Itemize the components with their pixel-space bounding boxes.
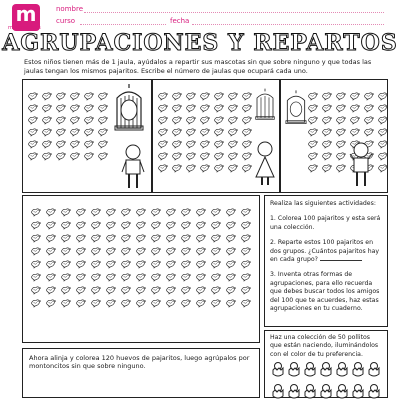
egg-chick-icon <box>319 361 333 381</box>
bird-icon <box>30 241 41 251</box>
bird-icon <box>120 293 131 303</box>
bird-icon <box>105 254 116 264</box>
bird-icon <box>45 228 56 238</box>
bird-icon <box>105 293 116 303</box>
bird-icon <box>321 158 332 168</box>
bird-icon <box>180 254 191 264</box>
bird-icon <box>75 267 86 277</box>
bird-icon <box>157 146 168 156</box>
boy-icon <box>121 144 145 190</box>
bird-icon <box>349 98 360 108</box>
bird-icon <box>45 241 56 251</box>
bird-icon <box>210 254 221 264</box>
bird-icon <box>90 254 101 264</box>
bird-icon <box>210 215 221 225</box>
bird-icon <box>241 146 252 156</box>
bird-icon <box>227 98 238 108</box>
bird-icon <box>27 146 38 156</box>
bird-icon <box>165 202 176 212</box>
bird-icon <box>171 146 182 156</box>
activity-item-2: 2. Reparte estos 100 pajaritos en dos grupos. ¿Cuántos pajaritos hay en cada grupo? <box>270 239 380 264</box>
bird-icon <box>335 98 346 108</box>
bird-icon <box>225 215 236 225</box>
bird-icon <box>377 98 388 108</box>
activities-heading: Realiza las siguientes actividades: <box>270 200 376 207</box>
bird-icon <box>321 122 332 132</box>
bird-icon <box>135 280 146 290</box>
bird-icon <box>105 202 116 212</box>
bird-icon <box>45 215 56 225</box>
curso-label: curso <box>56 17 76 25</box>
bird-icon <box>240 215 251 225</box>
bird-icon <box>75 254 86 264</box>
bird-icon <box>135 202 146 212</box>
bird-icon <box>30 267 41 277</box>
bird-icon <box>165 280 176 290</box>
bird-icon <box>195 267 206 277</box>
bird-icon <box>225 267 236 277</box>
bird-icon <box>185 158 196 168</box>
bird-icon <box>195 280 206 290</box>
bird-icon <box>75 215 86 225</box>
boy-icon <box>349 142 373 188</box>
bird-icon <box>363 122 374 132</box>
bird-icon <box>240 228 251 238</box>
bird-icon <box>349 110 360 120</box>
bird-icon <box>83 110 94 120</box>
bird-icon <box>321 146 332 156</box>
bird-icon <box>171 98 182 108</box>
nombre-label: nombre <box>56 5 84 13</box>
bird-icon <box>83 86 94 96</box>
egg-chick-icon <box>335 383 349 403</box>
instructions: Estos niños tienen más de 1 jaula, ayúdalos a repartir sus mascotas sin que sobre ninguno y que todas las jaulas tengan los mismos pajaritos. Escribe el número de jaulas que ocupará cada uno. <box>24 58 372 75</box>
bird-icon <box>171 158 182 168</box>
bird-icon <box>69 86 80 96</box>
bird-icon <box>97 146 108 156</box>
bird-icon <box>321 134 332 144</box>
bird-icon <box>210 202 221 212</box>
bird-icon <box>240 267 251 277</box>
bird-icon <box>335 134 346 144</box>
bird-icon <box>83 146 94 156</box>
bird-icon <box>27 86 38 96</box>
bird-icon <box>241 134 252 144</box>
bird-icon <box>90 228 101 238</box>
bird-icon <box>157 122 168 132</box>
bird-icon <box>377 86 388 96</box>
bird-icon <box>195 202 206 212</box>
bird-icon <box>75 228 86 238</box>
bird-icon <box>135 215 146 225</box>
bird-icon <box>157 158 168 168</box>
bird-icon <box>335 86 346 96</box>
egg-chick-icon <box>351 383 365 403</box>
bird-icon <box>185 122 196 132</box>
bird-icon <box>120 241 131 251</box>
bird-icon <box>199 134 210 144</box>
bird-icon <box>377 110 388 120</box>
bird-icon <box>27 122 38 132</box>
bird-icon <box>185 134 196 144</box>
bird-icon <box>41 86 52 96</box>
logo-subtitle: matemáticas <box>8 25 41 31</box>
bird-icon <box>210 280 221 290</box>
egg-chick-icon <box>287 361 301 381</box>
bird-icon <box>90 280 101 290</box>
chick-grid <box>271 361 383 403</box>
bird-icon <box>60 293 71 303</box>
bird-icon <box>210 241 221 251</box>
bird-icon <box>227 86 238 96</box>
chicks-instructions: Haz una colección de 50 pollitos que están naciendo, iluminándolos con el color de tu preferencia. <box>270 334 379 358</box>
bird-icon <box>335 122 346 132</box>
bird-icon <box>105 228 116 238</box>
bird-icon <box>321 98 332 108</box>
egg-chick-icon <box>335 361 349 381</box>
bird-icon <box>69 110 80 120</box>
bird-icon <box>240 254 251 264</box>
cage-box-2 <box>152 79 280 193</box>
activities-box <box>264 195 388 327</box>
bird-icon <box>55 146 66 156</box>
bird-icon <box>199 110 210 120</box>
bird-icon <box>171 134 182 144</box>
bird-icon <box>195 241 206 251</box>
bird-grid-3 <box>307 86 388 168</box>
bird-icon <box>227 158 238 168</box>
bird-icon <box>60 280 71 290</box>
bird-icon <box>60 241 71 251</box>
bird-icon <box>97 122 108 132</box>
page-title: AGRUPACIONES Y REPARTOS <box>2 30 398 56</box>
bird-icon <box>307 158 318 168</box>
bird-icon <box>227 122 238 132</box>
egg-chick-icon <box>303 383 317 403</box>
bird-icon <box>75 280 86 290</box>
bird-icon <box>240 280 251 290</box>
bird-icon <box>150 280 161 290</box>
bird-icon <box>60 254 71 264</box>
bird-icon <box>157 86 168 96</box>
bird-icon <box>335 110 346 120</box>
bird-icon <box>69 146 80 156</box>
bird-icon <box>165 267 176 277</box>
bird-icon <box>199 98 210 108</box>
bird-icon <box>185 86 196 96</box>
bird-icon <box>225 280 236 290</box>
bird-icon <box>225 228 236 238</box>
bird-icon <box>363 98 374 108</box>
bird-icon <box>227 110 238 120</box>
bird-icon <box>240 202 251 212</box>
bird-icon <box>27 110 38 120</box>
bird-icon <box>150 228 161 238</box>
bird-icon <box>307 134 318 144</box>
bird-icon <box>180 241 191 251</box>
bird-icon <box>210 267 221 277</box>
logo-letter: m <box>15 2 37 26</box>
fecha-line[interactable] <box>192 24 384 25</box>
bird-icon <box>199 86 210 96</box>
bird-icon <box>105 241 116 251</box>
bird-icon <box>55 122 66 132</box>
bird-icon <box>150 241 161 251</box>
bird-icon <box>105 267 116 277</box>
bird-icon <box>171 122 182 132</box>
bird-grid-1 <box>27 86 108 156</box>
bird-icon <box>195 254 206 264</box>
cage-box-3 <box>280 79 388 193</box>
bird-icon <box>185 110 196 120</box>
bird-icon <box>213 86 224 96</box>
nombre-line[interactable] <box>84 12 384 13</box>
bird-icon <box>120 254 131 264</box>
bird-icon <box>90 202 101 212</box>
bird-icon <box>377 146 388 156</box>
bird-icon <box>240 241 251 251</box>
bird-icon <box>241 122 252 132</box>
egg-chick-icon <box>367 361 381 381</box>
bird-icon <box>150 215 161 225</box>
bird-icon <box>213 158 224 168</box>
bird-icon <box>213 122 224 132</box>
girl-icon <box>253 140 277 188</box>
egg-chick-icon <box>271 361 285 381</box>
bird-icon <box>27 98 38 108</box>
bird-icon <box>41 146 52 156</box>
birdcage-icon <box>253 84 277 124</box>
bird-icon <box>60 267 71 277</box>
hundred-birds-box <box>22 195 260 343</box>
bird-icon <box>45 293 56 303</box>
bird-icon <box>135 241 146 251</box>
bird-icon <box>213 146 224 156</box>
bird-icon <box>83 98 94 108</box>
bird-icon <box>157 110 168 120</box>
bird-icon <box>157 98 168 108</box>
bird-icon <box>180 215 191 225</box>
bird-icon <box>180 293 191 303</box>
bird-icon <box>60 202 71 212</box>
bird-icon <box>90 267 101 277</box>
bird-icon <box>165 254 176 264</box>
bird-icon <box>27 134 38 144</box>
bird-icon <box>199 158 210 168</box>
bird-icon <box>241 86 252 96</box>
bird-icon <box>171 110 182 120</box>
egg-chick-icon <box>287 383 301 403</box>
answer-line[interactable] <box>320 260 362 261</box>
bird-icon <box>120 215 131 225</box>
bird-icon <box>83 134 94 144</box>
bird-icon <box>321 86 332 96</box>
bird-icon <box>90 215 101 225</box>
bird-icon <box>165 228 176 238</box>
bird-icon <box>41 122 52 132</box>
bird-icon <box>45 254 56 264</box>
birdcage-icon <box>111 82 147 132</box>
bird-icon <box>30 202 41 212</box>
bird-icon <box>225 254 236 264</box>
bird-icon <box>241 110 252 120</box>
bird-icon <box>240 293 251 303</box>
egg-chick-icon <box>319 383 333 403</box>
bird-icon <box>69 98 80 108</box>
bird-icon <box>227 134 238 144</box>
bird-icon <box>227 146 238 156</box>
bird-icon <box>321 110 332 120</box>
bird-grid-main <box>29 202 252 303</box>
egg-chick-icon <box>271 383 285 403</box>
bird-icon <box>55 86 66 96</box>
bird-icon <box>195 293 206 303</box>
bird-icon <box>97 98 108 108</box>
egg-chick-icon <box>351 361 365 381</box>
bird-icon <box>120 228 131 238</box>
bird-icon <box>97 134 108 144</box>
egg-chick-icon <box>367 383 381 403</box>
bird-icon <box>349 86 360 96</box>
bird-icon <box>377 134 388 144</box>
bird-icon <box>157 134 168 144</box>
bird-icon <box>335 158 346 168</box>
bird-icon <box>180 202 191 212</box>
bird-icon <box>135 228 146 238</box>
bird-icon <box>150 293 161 303</box>
eggs-instructions: Ahora alinja y colorea 120 huevos de pajaritos, luego agrúpalos por montoncitos sin que sobre ninguno. <box>29 354 250 371</box>
bird-icon <box>363 86 374 96</box>
bird-icon <box>213 110 224 120</box>
bird-icon <box>165 215 176 225</box>
bird-icon <box>75 202 86 212</box>
bird-icon <box>41 134 52 144</box>
birdcage-icon <box>283 86 309 128</box>
bird-icon <box>83 122 94 132</box>
bird-icon <box>241 158 252 168</box>
bird-icon <box>41 98 52 108</box>
bird-icon <box>60 215 71 225</box>
bird-icon <box>135 267 146 277</box>
eggs-box[interactable] <box>22 348 260 398</box>
curso-line[interactable] <box>80 24 166 25</box>
bird-icon <box>225 293 236 303</box>
bird-icon <box>195 215 206 225</box>
bird-icon <box>349 122 360 132</box>
bird-icon <box>307 146 318 156</box>
bird-icon <box>150 202 161 212</box>
bird-icon <box>55 98 66 108</box>
bird-icon <box>210 293 221 303</box>
bird-icon <box>185 98 196 108</box>
bird-icon <box>30 280 41 290</box>
bird-icon <box>120 267 131 277</box>
bird-icon <box>55 134 66 144</box>
bird-icon <box>30 215 41 225</box>
bird-icon <box>225 241 236 251</box>
bird-icon <box>120 280 131 290</box>
bird-icon <box>97 110 108 120</box>
bird-icon <box>105 215 116 225</box>
bird-icon <box>30 293 41 303</box>
chicks-box <box>264 330 388 398</box>
bird-icon <box>180 280 191 290</box>
bird-icon <box>75 241 86 251</box>
bird-icon <box>45 202 56 212</box>
bird-icon <box>90 293 101 303</box>
bird-icon <box>30 254 41 264</box>
bird-icon <box>180 228 191 238</box>
bird-icon <box>75 293 86 303</box>
bird-icon <box>150 267 161 277</box>
bird-icon <box>69 134 80 144</box>
bird-icon <box>180 267 191 277</box>
bird-icon <box>377 122 388 132</box>
bird-icon <box>335 146 346 156</box>
bird-icon <box>45 267 56 277</box>
bird-icon <box>90 241 101 251</box>
bird-icon <box>69 122 80 132</box>
fecha-label: fecha <box>170 17 190 25</box>
activity-item-1: 1. Colorea 100 pajaritos y esta será una colección. <box>270 215 381 231</box>
egg-chick-icon <box>303 361 317 381</box>
bird-icon <box>97 86 108 96</box>
bird-icon <box>185 146 196 156</box>
bird-icon <box>135 293 146 303</box>
bird-icon <box>45 280 56 290</box>
bird-icon <box>30 228 41 238</box>
bird-icon <box>213 134 224 144</box>
bird-icon <box>199 146 210 156</box>
bird-icon <box>55 110 66 120</box>
bird-icon <box>363 110 374 120</box>
bird-icon <box>150 254 161 264</box>
bird-icon <box>241 98 252 108</box>
bird-icon <box>135 254 146 264</box>
bird-icon <box>165 293 176 303</box>
bird-grid-2 <box>157 86 252 168</box>
bird-icon <box>171 86 182 96</box>
bird-icon <box>225 202 236 212</box>
bird-icon <box>105 280 116 290</box>
bird-icon <box>210 228 221 238</box>
bird-icon <box>41 110 52 120</box>
bird-icon <box>377 158 388 168</box>
bird-icon <box>213 98 224 108</box>
bird-icon <box>165 241 176 251</box>
cage-box-1 <box>22 79 152 193</box>
bird-icon <box>195 228 206 238</box>
activity-item-3: 3. Inventa otras formas de agrupaciones, para ello recuerda que debes buscar todos los amigos del 100 que te acuerdes, haz estas agrupaciones en tu cuaderno. <box>270 271 380 313</box>
bird-icon <box>120 202 131 212</box>
bird-icon <box>199 122 210 132</box>
bird-icon <box>60 228 71 238</box>
